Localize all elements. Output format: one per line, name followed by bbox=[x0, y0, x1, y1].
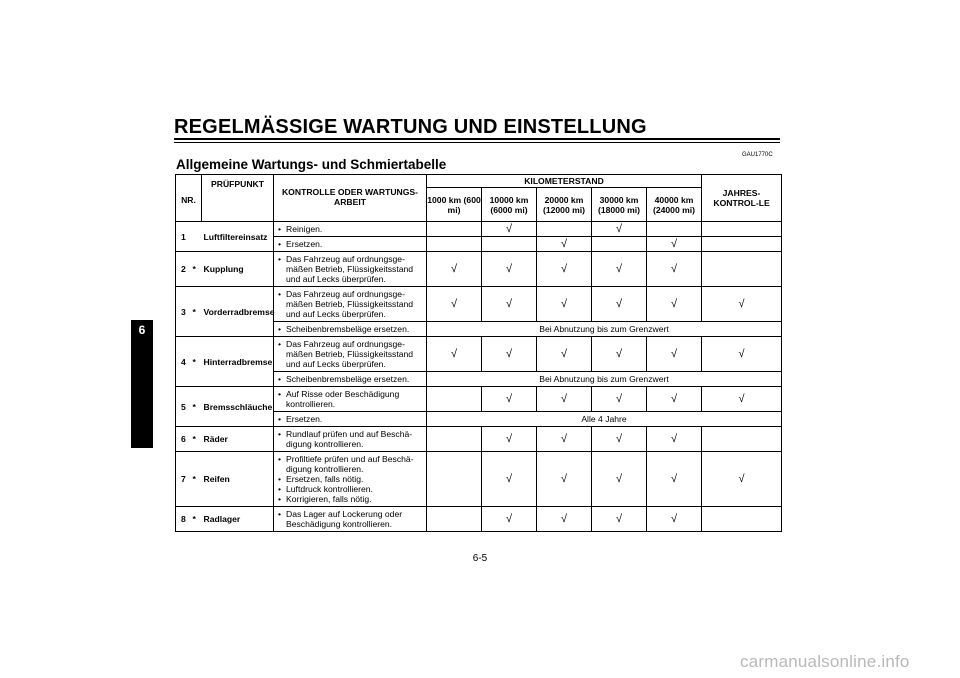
check-cell: √ bbox=[482, 387, 537, 412]
item-name: Luftfiltereinsatz bbox=[202, 222, 274, 252]
item-name: Radlager bbox=[202, 507, 274, 532]
header-km-2: 10000 km (6000 mi) bbox=[482, 188, 537, 222]
item-number: 6 bbox=[176, 427, 193, 452]
item-number: 5 bbox=[176, 387, 193, 427]
check-cell: √ bbox=[482, 337, 537, 372]
task-bullet bbox=[277, 474, 423, 484]
check-cell: √ bbox=[702, 337, 782, 372]
check-cell: √ bbox=[427, 252, 482, 287]
watermark: carmanualsonline.info bbox=[740, 652, 910, 671]
check-cell bbox=[482, 237, 537, 252]
check-cell: √ bbox=[482, 252, 537, 287]
task-line: • Das Fahrzeug auf ordnungsge- bbox=[286, 339, 405, 349]
table-row bbox=[176, 387, 782, 412]
interval-note: Bei Abnutzung bis zum Grenzwert bbox=[427, 372, 782, 387]
task-line: mäßen Betrieb, Flüssigkeitsstand bbox=[286, 299, 414, 309]
check-cell: √ bbox=[592, 452, 647, 507]
task-line: und auf Lecks überprüfen. bbox=[286, 359, 386, 369]
check-cell bbox=[702, 507, 782, 532]
check-cell: √ bbox=[537, 452, 592, 507]
table-row bbox=[176, 222, 782, 237]
check-cell: √ bbox=[482, 222, 537, 237]
header-km-3: 20000 km (12000 mi) bbox=[537, 188, 592, 222]
table-row bbox=[176, 337, 782, 372]
page-title: REGELMÄSSIGE WARTUNG UND EINSTELLUNG bbox=[174, 116, 647, 138]
task-description bbox=[274, 322, 427, 337]
check-cell: √ bbox=[537, 427, 592, 452]
task-bullet bbox=[277, 484, 423, 494]
task-bullet bbox=[277, 429, 423, 449]
check-cell: √ bbox=[427, 287, 482, 322]
task-line: mäßen Betrieb, Flüssigkeitsstand bbox=[286, 349, 414, 359]
table-row bbox=[176, 507, 782, 532]
task-description bbox=[274, 387, 427, 412]
item-number: 8 bbox=[176, 507, 193, 532]
check-cell bbox=[427, 507, 482, 532]
check-cell: √ bbox=[482, 427, 537, 452]
check-cell: √ bbox=[647, 287, 702, 322]
task-bullet bbox=[277, 339, 423, 369]
title-rule-thin bbox=[174, 142, 780, 143]
task-bullet bbox=[277, 289, 423, 319]
task-line: • Profiltiefe prüfen und auf Beschä- bbox=[286, 454, 414, 464]
table-row bbox=[176, 427, 782, 452]
item-name: Räder bbox=[202, 427, 274, 452]
header-pruefpunkt: PRÜFPUNKT bbox=[202, 175, 274, 222]
task-description bbox=[274, 237, 427, 252]
task-line: • Korrigieren, falls nötig. bbox=[286, 494, 372, 504]
item-number: 2 bbox=[176, 252, 193, 287]
check-cell bbox=[702, 222, 782, 237]
interval-note: Alle 4 Jahre bbox=[427, 412, 782, 427]
task-line: • Das Fahrzeug auf ordnungsge- bbox=[286, 254, 405, 264]
task-bullet bbox=[277, 224, 423, 234]
table-row bbox=[176, 452, 782, 507]
item-name: Bremsschläuche bbox=[202, 387, 274, 427]
check-cell: √ bbox=[482, 507, 537, 532]
check-cell bbox=[537, 222, 592, 237]
header-km-5: 40000 km (24000 mi) bbox=[647, 188, 702, 222]
table-row bbox=[176, 287, 782, 322]
task-line: • Ersetzen, falls nötig. bbox=[286, 474, 364, 484]
item-star: * bbox=[193, 337, 202, 387]
maintenance-table bbox=[175, 174, 782, 532]
task-bullet bbox=[277, 374, 423, 384]
check-cell: √ bbox=[592, 427, 647, 452]
item-star: * bbox=[193, 507, 202, 532]
task-description bbox=[274, 252, 427, 287]
item-star: * bbox=[193, 287, 202, 337]
task-line: • Ersetzen. bbox=[286, 414, 323, 424]
check-cell: √ bbox=[592, 222, 647, 237]
check-cell: √ bbox=[537, 507, 592, 532]
check-cell bbox=[427, 222, 482, 237]
task-description bbox=[274, 412, 427, 427]
header-km-1: 1000 km (600 mi) bbox=[427, 188, 482, 222]
task-line: digung kontrollieren. bbox=[286, 439, 364, 449]
check-cell bbox=[427, 387, 482, 412]
header-kontrolle: KONTROLLE ODER WARTUNGS-ARBEIT bbox=[274, 175, 427, 222]
task-line: kontrollieren. bbox=[286, 399, 336, 409]
check-cell: √ bbox=[702, 452, 782, 507]
check-cell: √ bbox=[647, 507, 702, 532]
task-line: • Das Lager auf Lockerung oder bbox=[286, 509, 403, 519]
interval-note: Bei Abnutzung bis zum Grenzwert bbox=[427, 322, 782, 337]
check-cell: √ bbox=[592, 337, 647, 372]
task-bullet bbox=[277, 239, 423, 249]
check-cell: √ bbox=[537, 287, 592, 322]
header-nr: NR. bbox=[176, 175, 202, 222]
task-bullet bbox=[277, 509, 423, 529]
task-line: • Auf Risse oder Beschädigung bbox=[286, 389, 400, 399]
check-cell: √ bbox=[647, 237, 702, 252]
task-bullet bbox=[277, 414, 423, 424]
task-bullet bbox=[277, 324, 423, 334]
check-cell bbox=[592, 237, 647, 252]
task-line: mäßen Betrieb, Flüssigkeitsstand bbox=[286, 264, 414, 274]
task-line: • Ersetzen. bbox=[286, 239, 323, 249]
check-cell bbox=[647, 222, 702, 237]
task-line: • Luftdruck kontrollieren. bbox=[286, 484, 373, 494]
check-cell: √ bbox=[647, 387, 702, 412]
item-star: * bbox=[193, 252, 202, 287]
item-number: 1 bbox=[176, 222, 193, 252]
check-cell: √ bbox=[647, 337, 702, 372]
item-name: Hinterradbremse bbox=[202, 337, 274, 387]
check-cell: √ bbox=[592, 252, 647, 287]
section-title: Allgemeine Wartungs- und Schmiertabelle bbox=[176, 157, 447, 172]
item-star: * bbox=[193, 452, 202, 507]
task-line: • Scheibenbremsbeläge ersetzen. bbox=[286, 324, 410, 334]
item-number: 3 bbox=[176, 287, 193, 337]
check-cell bbox=[427, 427, 482, 452]
check-cell: √ bbox=[482, 287, 537, 322]
item-number: 7 bbox=[176, 452, 193, 507]
document-code: GAU1770C bbox=[742, 152, 773, 158]
task-description bbox=[274, 287, 427, 322]
check-cell: √ bbox=[647, 452, 702, 507]
task-description bbox=[274, 507, 427, 532]
task-description bbox=[274, 452, 427, 507]
task-bullet bbox=[277, 454, 423, 474]
task-description bbox=[274, 222, 427, 237]
task-bullet bbox=[277, 254, 423, 284]
task-line: und auf Lecks überprüfen. bbox=[286, 309, 386, 319]
task-description bbox=[274, 337, 427, 372]
task-line: digung kontrollieren. bbox=[286, 464, 364, 474]
chapter-tab bbox=[131, 320, 153, 448]
check-cell: √ bbox=[592, 507, 647, 532]
check-cell: √ bbox=[427, 337, 482, 372]
header-kilometerstand: KILOMETERSTAND bbox=[427, 175, 702, 188]
check-cell: √ bbox=[537, 237, 592, 252]
check-cell: √ bbox=[702, 287, 782, 322]
check-cell bbox=[702, 427, 782, 452]
task-line: Beschädigung kontrollieren. bbox=[286, 519, 393, 529]
check-cell bbox=[702, 252, 782, 287]
item-name: Reifen bbox=[202, 452, 274, 507]
check-cell: √ bbox=[482, 452, 537, 507]
item-star: * bbox=[193, 427, 202, 452]
check-cell bbox=[427, 237, 482, 252]
check-cell: √ bbox=[537, 387, 592, 412]
task-line: • Scheibenbremsbeläge ersetzen. bbox=[286, 374, 410, 384]
check-cell: √ bbox=[537, 252, 592, 287]
task-bullet bbox=[277, 494, 423, 504]
check-cell: √ bbox=[592, 287, 647, 322]
check-cell: √ bbox=[702, 387, 782, 412]
item-star: * bbox=[193, 387, 202, 427]
task-bullet bbox=[277, 389, 423, 409]
task-description bbox=[274, 372, 427, 387]
task-line: • Rundlauf prüfen und auf Beschä- bbox=[286, 429, 413, 439]
check-cell: √ bbox=[647, 427, 702, 452]
check-cell: √ bbox=[592, 387, 647, 412]
item-name: Vorderradbremse bbox=[202, 287, 274, 337]
task-line: und auf Lecks überprüfen. bbox=[286, 274, 386, 284]
check-cell bbox=[427, 452, 482, 507]
table-row bbox=[176, 252, 782, 287]
task-description bbox=[274, 427, 427, 452]
header-jahreskontrolle: JAHRES-KONTROL-LE bbox=[702, 175, 782, 222]
chapter-tab-number: 6 bbox=[138, 323, 146, 337]
item-name: Kupplung bbox=[202, 252, 274, 287]
title-rule bbox=[174, 138, 780, 140]
task-line: • Das Fahrzeug auf ordnungsge- bbox=[286, 289, 405, 299]
check-cell bbox=[702, 237, 782, 252]
check-cell: √ bbox=[537, 337, 592, 372]
item-number: 4 bbox=[176, 337, 193, 387]
header-km-4: 30000 km (18000 mi) bbox=[592, 188, 647, 222]
item-star bbox=[193, 222, 202, 252]
check-cell: √ bbox=[647, 252, 702, 287]
task-line: • Reinigen. bbox=[286, 224, 323, 234]
page-number: 6-5 bbox=[472, 553, 488, 564]
